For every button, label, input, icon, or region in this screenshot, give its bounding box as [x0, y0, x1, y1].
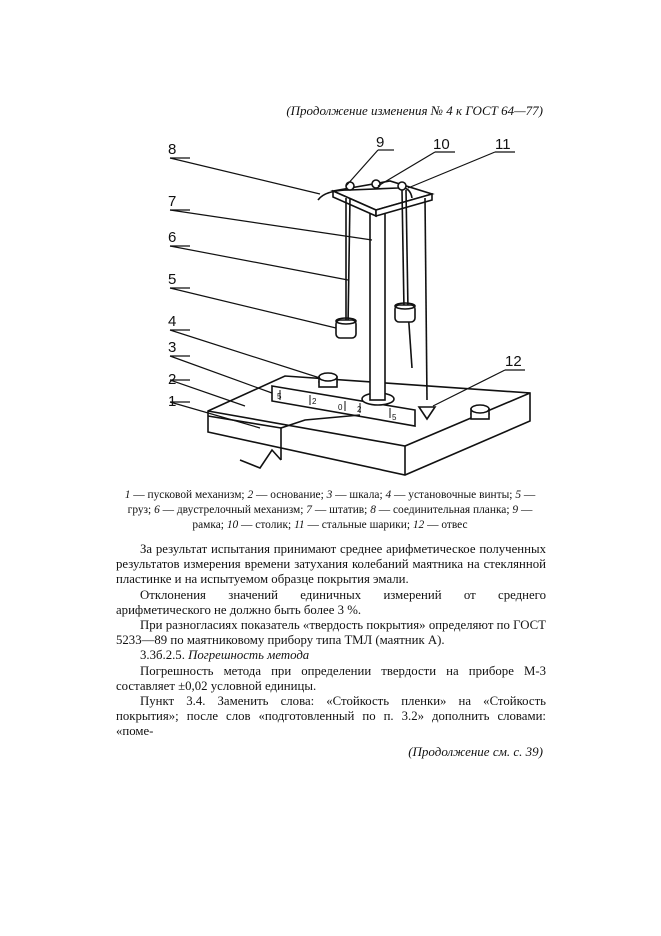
steel-balls	[346, 182, 354, 190]
caption-item: 3 — шкала;	[326, 489, 383, 501]
caption-item: 7 — штатив;	[306, 504, 368, 516]
caption-item: 8 — соединительная планка;	[370, 504, 510, 516]
label-10: 10	[433, 136, 450, 153]
caption-item: 5 — груз;	[127, 489, 536, 516]
section-heading	[116, 648, 546, 663]
label-2: 2	[168, 371, 177, 388]
caption-item: 10 — столик;	[226, 519, 292, 531]
label-6: 6	[168, 229, 177, 246]
paragraph: За результат испытания принимают среднее арифметическое полученных результатов измерения времени затухания колебаний маятника на стеклянной пластинке и на испытуемом образце покрытия эмали.	[116, 542, 546, 587]
paragraph: Пункт 3.4. Заменить слова: «Стойкость пленки» на «Стойкость покрытия»; после слов «подготовленный по п. 3.2» дополнить словами: «поме-	[116, 694, 546, 739]
caption-item: 9 — рамка;	[192, 504, 533, 531]
scale-tick-label: 5	[392, 413, 397, 422]
label-5: 5	[168, 271, 177, 288]
label-12: 12	[505, 353, 522, 370]
caption-item: 2 — основание;	[247, 489, 324, 501]
pendulum-device-drawing	[150, 128, 550, 488]
body-text	[116, 542, 546, 740]
label-9: 9	[376, 134, 385, 151]
caption-item: 6 — двустрелочный механизм;	[154, 504, 304, 516]
figure-caption	[112, 488, 548, 533]
paragraph: Отклонения значений единичных измерений от среднего арифметического не должно быть более 3 %.	[116, 587, 546, 617]
label-4: 4	[168, 313, 177, 330]
label-8: 8	[168, 141, 177, 158]
paragraph: При разногласиях показатель «твердость покрытия» определяют по ГОСТ 5233—89 по маятниковому прибору типа ТМЛ (маятник А).	[116, 618, 546, 648]
section-title: Погрешность метода	[188, 648, 310, 663]
label-11: 11	[495, 136, 511, 153]
plumb-line	[425, 198, 427, 400]
scale-tick-label: 5	[277, 392, 282, 401]
starting-mechanism	[240, 450, 281, 468]
caption-item: 11 — стальные шарики;	[294, 519, 410, 531]
scale-tick-label: 2	[312, 397, 317, 406]
paragraph: Погрешность метода при определении твердости на приборе М-3 составляет ±0,02 условной единицы.	[116, 663, 546, 693]
base-plate	[208, 376, 530, 475]
caption-item: 12 — отвес	[412, 519, 468, 531]
scale-tick-label: 0	[338, 403, 343, 412]
caption-item: 1 — пусковой механизм;	[124, 489, 245, 501]
label-1: 1	[168, 393, 177, 410]
pendulum-device-figure	[150, 128, 550, 488]
continuation-footer: (Продолжение см. с. 39)	[408, 744, 543, 759]
scale-tick-label: 2	[357, 405, 362, 414]
stand-column	[370, 210, 385, 400]
continuation-header: (Продолжение изменения № 4 к ГОСТ 64—77)	[286, 103, 543, 118]
section-number: 3.3б.2.5.	[140, 648, 185, 663]
label-3: 3	[168, 339, 177, 356]
caption-item: 4 — установочные винты;	[385, 489, 513, 501]
label-7: 7	[168, 193, 177, 210]
